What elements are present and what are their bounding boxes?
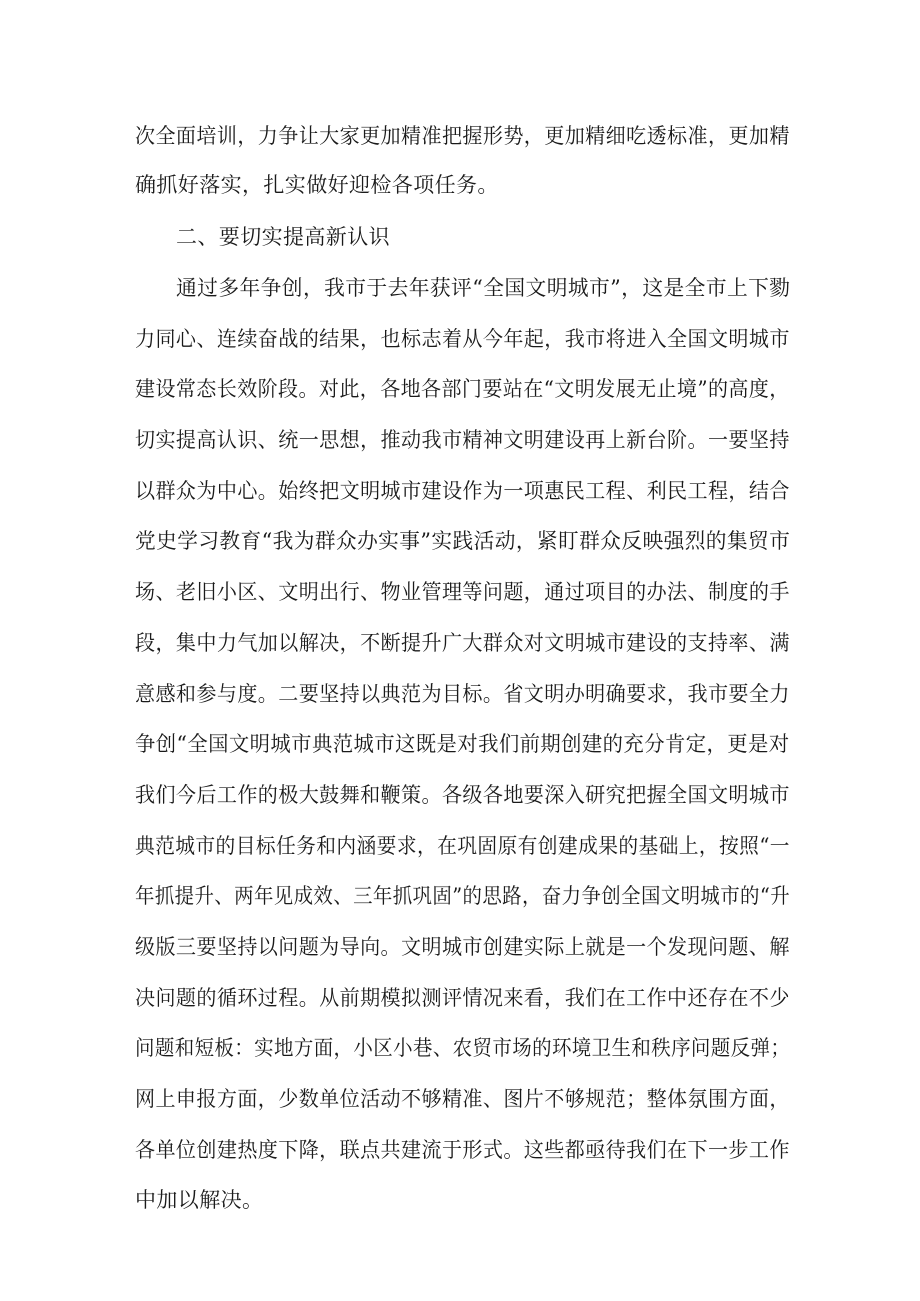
body-text-line: 党史学习教育“我为群众办实事”实践活动，紧盯群众反映强烈的集贸市 [135, 529, 791, 553]
body-text-line: 切实提高认识、统一思想，推动我市精神文明建设再上新台阶。一要坚持 [135, 428, 790, 452]
body-text-line: 网上申报方面，少数单位活动不够精准、图片不够规范；整体氛围方面， [135, 1087, 790, 1111]
body-text-line: 我们今后工作的极大鼓舞和鞭策。各级各地要深入研究把握全国文明城市 [135, 783, 790, 807]
body-text-line: 段，集中力气加以解决，不断提升广大群众对文明城市建设的支持率、满 [135, 631, 790, 655]
body-text-line: 典范城市的目标任务和内涵要求，在巩固原有创建成果的基础上，按照“一 [135, 834, 790, 858]
body-text-line: 力同心、连续奋战的结果，也标志着从今年起，我市将进入全国文明城市 [135, 327, 790, 351]
body-text-line: 确抓好落实，扎实做好迎检各项任务。 [135, 173, 499, 197]
body-text-line: 建设常态长效阶段。对此，各地各部门要站在“文明发展无止境”的高度， [135, 377, 790, 401]
body-text-line: 以群众为中心。始终把文明城市建设作为一项惠民工程、利民工程，结合 [135, 479, 790, 503]
body-text-line: 级版三要坚持以问题为导向。文明城市创建实际上就是一个发现问题、解 [135, 935, 790, 959]
body-text-line: 通过多年争创，我市于去年获评“全国文明城市”，这是全市上下勠 [176, 276, 791, 300]
body-text-line: 中加以解决。 [135, 1188, 264, 1212]
body-text-line: 场、老旧小区、文明出行、物业管理等问题，通过项目的办法、制度的手 [135, 580, 790, 604]
section-heading: 二、要切实提高新认识 [176, 225, 390, 249]
body-text-line: 次全面培训，力争让大家更加精准把握形势，更加精细吃透标准，更加精 [135, 124, 790, 148]
body-text-line: 各单位创建热度下降，联点共建流于形式。这些都亟待我们在下一步工作 [135, 1138, 790, 1162]
body-text-line: 年抓提升、两年见成效、三年抓巩固”的思路，奋力争创全国文明城市的“升 [135, 884, 791, 908]
body-text-line: 决问题的循环过程。从前期模拟测评情况来看，我们在工作中还存在不少 [135, 986, 790, 1010]
body-text-line: 意感和参与度。二要坚持以典范为目标。省文明办明确要求，我市要全力 [135, 682, 790, 706]
body-text-line: 争创“全国文明城市典范城市这既是对我们前期创建的充分肯定，更是对 [135, 732, 790, 756]
body-text-line: 问题和短板：实地方面，小区小巷、农贸市场的环境卫生和秩序问题反弹； [135, 1036, 791, 1060]
